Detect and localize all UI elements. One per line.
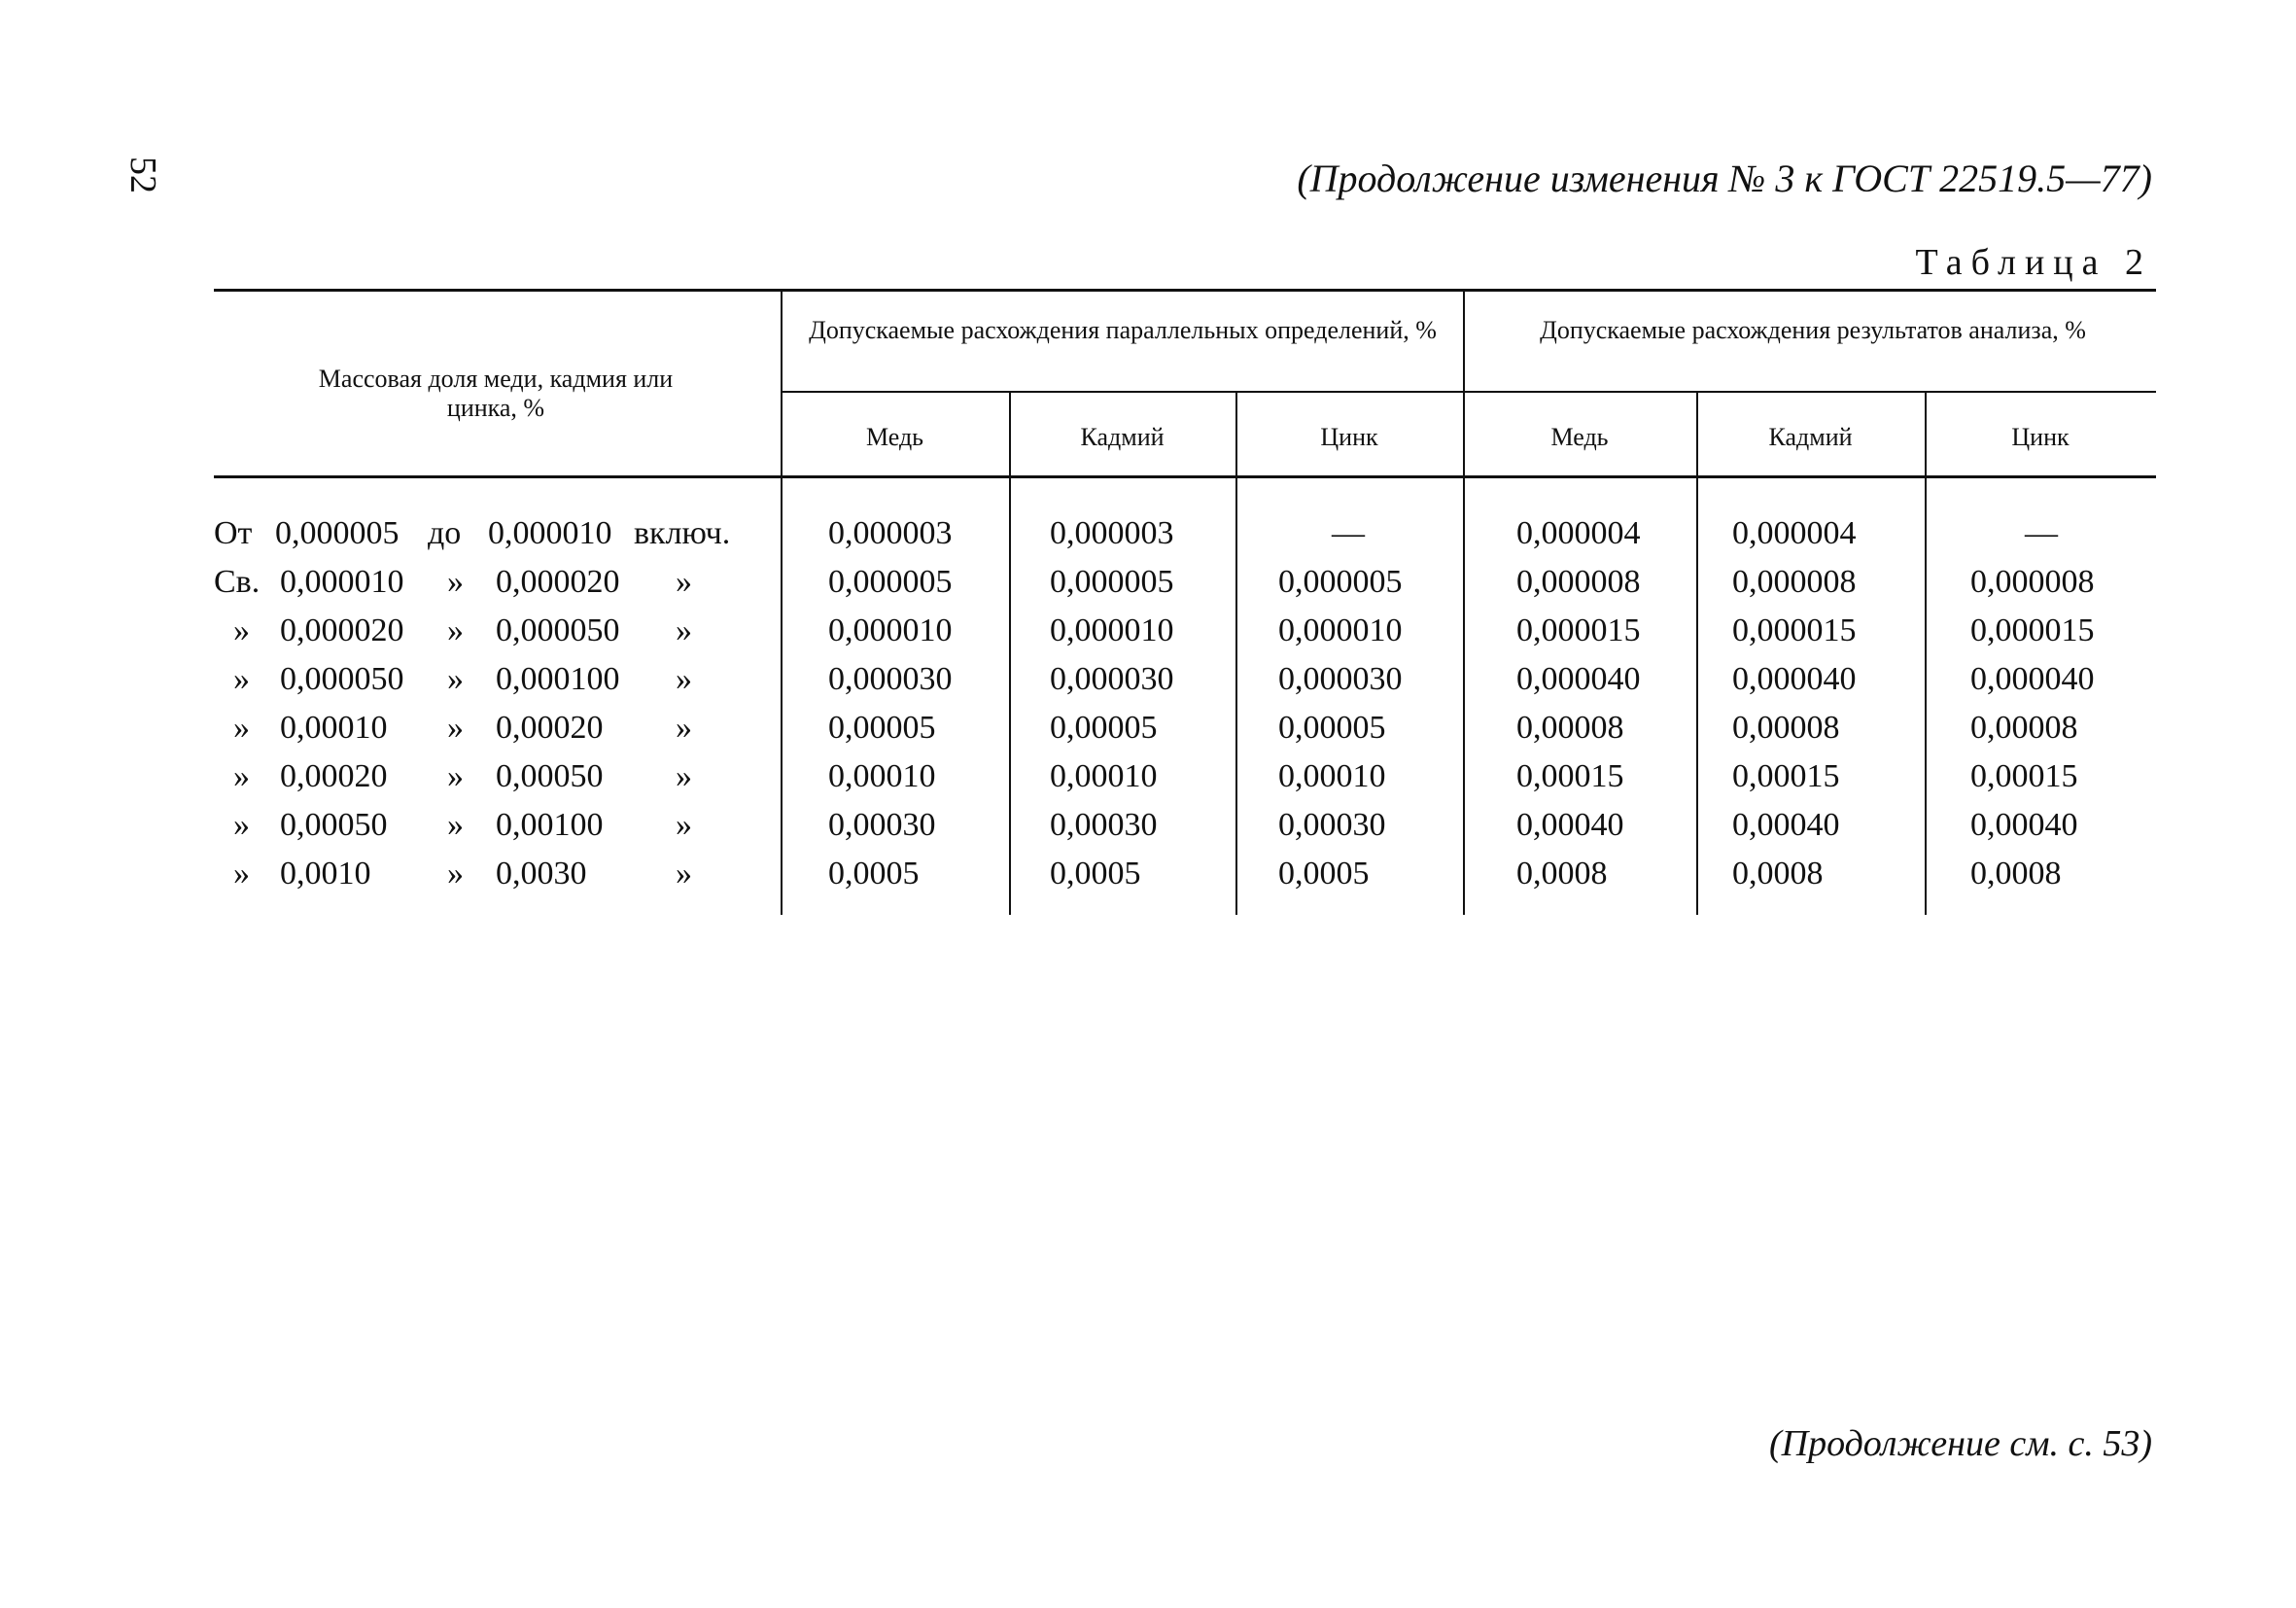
value-cell: — xyxy=(1332,515,1365,551)
range-from: 0,000050 xyxy=(280,661,404,697)
subcolumn-header: Медь xyxy=(865,423,924,451)
value-cell: 0,00010 xyxy=(1050,758,1158,794)
range-to: 0,000050 xyxy=(496,612,620,648)
value-cell: 0,000003 xyxy=(1050,515,1174,551)
range-prefix: От xyxy=(214,515,253,551)
range-from: 0,0010 xyxy=(280,856,371,891)
value-cell: 0,000015 xyxy=(1970,612,2095,648)
subcolumn-header: Цинк xyxy=(1320,423,1378,451)
range-to: 0,00100 xyxy=(496,807,604,843)
value-cell: 0,000010 xyxy=(1050,612,1174,648)
range-suffix: включ. xyxy=(634,515,731,551)
range-to: 0,0030 xyxy=(496,856,587,891)
value-cell: 0,000040 xyxy=(1732,661,1857,697)
range-separator: » xyxy=(447,807,464,843)
table-row xyxy=(0,807,2296,856)
page-number: 52 xyxy=(122,157,163,193)
range-suffix: » xyxy=(676,564,692,600)
value-cell: 0,0005 xyxy=(1278,856,1370,891)
value-cell: 0,000008 xyxy=(1516,564,1641,600)
subcolumn-header: Цинк xyxy=(2011,423,2070,451)
range-to: 0,000100 xyxy=(496,661,620,697)
value-cell: 0,000008 xyxy=(1732,564,1857,600)
value-cell: 0,000005 xyxy=(1050,564,1174,600)
value-cell: 0,000005 xyxy=(828,564,953,600)
value-cell: 0,0008 xyxy=(1732,856,1824,891)
range-suffix: » xyxy=(676,612,692,648)
value-cell: 0,000040 xyxy=(1516,661,1641,697)
value-cell: 0,00015 xyxy=(1516,758,1624,794)
range-suffix: » xyxy=(676,661,692,697)
column-header-range: Массовая доля меди, кадмия или цинка, % xyxy=(318,365,674,422)
value-cell: 0,00005 xyxy=(1278,710,1386,746)
header-note: (Продолжение изменения № 3 к ГОСТ 22519.5—77) xyxy=(1297,157,2152,200)
value-cell: 0,00015 xyxy=(1970,758,2078,794)
value-cell: 0,000030 xyxy=(1278,661,1403,697)
range-prefix: » xyxy=(233,661,250,697)
range-separator: » xyxy=(447,612,464,648)
value-cell: 0,000030 xyxy=(1050,661,1174,697)
value-cell: 0,000015 xyxy=(1732,612,1857,648)
value-cell: 0,000010 xyxy=(1278,612,1403,648)
value-cell: 0,000010 xyxy=(828,612,953,648)
subcolumn-header: Кадмий xyxy=(1080,423,1165,451)
range-separator: » xyxy=(447,564,464,600)
range-separator: » xyxy=(447,661,464,697)
range-prefix: Св. xyxy=(214,564,261,600)
value-cell: 0,000003 xyxy=(828,515,953,551)
range-prefix: » xyxy=(233,856,250,891)
table-row xyxy=(0,710,2296,758)
value-cell: 0,00008 xyxy=(1516,710,1624,746)
value-cell: 0,0005 xyxy=(828,856,920,891)
range-separator: » xyxy=(447,856,464,891)
value-cell: 0,000040 xyxy=(1970,661,2095,697)
range-prefix: » xyxy=(233,807,250,843)
table-row xyxy=(0,564,2296,612)
table-header-bottom-rule xyxy=(214,475,2156,478)
range-prefix: » xyxy=(233,758,250,794)
value-cell: 0,00040 xyxy=(1516,807,1624,843)
range-from: 0,000020 xyxy=(280,612,404,648)
subcolumn-header: Медь xyxy=(1550,423,1609,451)
range-from: 0,000010 xyxy=(280,564,404,600)
range-to: 0,00050 xyxy=(496,758,604,794)
table-caption: Таблица 2 xyxy=(1915,242,2152,283)
range-suffix: » xyxy=(676,856,692,891)
value-cell: 0,00015 xyxy=(1732,758,1840,794)
value-cell: 0,00005 xyxy=(828,710,936,746)
value-cell: 0,00005 xyxy=(1050,710,1158,746)
table-row xyxy=(0,661,2296,710)
value-cell: 0,00010 xyxy=(1278,758,1386,794)
range-suffix: » xyxy=(676,807,692,843)
value-cell: 0,0008 xyxy=(1516,856,1608,891)
value-cell: 0,000004 xyxy=(1732,515,1857,551)
range-suffix: » xyxy=(676,758,692,794)
value-cell: 0,00010 xyxy=(828,758,936,794)
range-from: 0,00010 xyxy=(280,710,388,746)
range-suffix: » xyxy=(676,710,692,746)
subcolumn-header: Кадмий xyxy=(1768,423,1853,451)
value-cell: 0,00040 xyxy=(1970,807,2078,843)
value-cell: 0,000015 xyxy=(1516,612,1641,648)
column-group-parallel: Допускаемые расхождения параллельных определений, % xyxy=(809,316,1437,344)
table-group-rule xyxy=(781,391,2156,393)
range-prefix: » xyxy=(233,710,250,746)
value-cell: 0,00008 xyxy=(1970,710,2078,746)
table-row xyxy=(0,856,2296,904)
value-cell: 0,00040 xyxy=(1732,807,1840,843)
range-from: 0,00020 xyxy=(280,758,388,794)
range-to: 0,000020 xyxy=(496,564,620,600)
value-cell: 0,00030 xyxy=(1050,807,1158,843)
value-cell: 0,00008 xyxy=(1732,710,1840,746)
footer-note: (Продолжение см. с. 53) xyxy=(1768,1423,2152,1464)
value-cell: 0,0005 xyxy=(1050,856,1141,891)
table-top-rule xyxy=(214,289,2156,292)
value-cell: 0,000030 xyxy=(828,661,953,697)
value-cell: 0,00030 xyxy=(1278,807,1386,843)
range-from: 0,000005 xyxy=(275,515,400,551)
value-cell: 0,0008 xyxy=(1970,856,2062,891)
range-to: 0,00020 xyxy=(496,710,604,746)
table-row xyxy=(0,612,2296,661)
value-cell: — xyxy=(2025,515,2058,551)
value-cell: 0,000008 xyxy=(1970,564,2095,600)
range-separator: » xyxy=(447,758,464,794)
range-to: 0,000010 xyxy=(488,515,612,551)
range-separator: » xyxy=(447,710,464,746)
value-cell: 0,000004 xyxy=(1516,515,1641,551)
value-cell: 0,00030 xyxy=(828,807,936,843)
table-row xyxy=(0,758,2296,807)
range-separator: до xyxy=(428,515,462,551)
value-cell: 0,000005 xyxy=(1278,564,1403,600)
table-row xyxy=(0,515,2296,564)
range-prefix: » xyxy=(233,612,250,648)
column-group-results: Допускаемые расхождения результатов анализа, % xyxy=(1540,316,2086,344)
range-from: 0,00050 xyxy=(280,807,388,843)
